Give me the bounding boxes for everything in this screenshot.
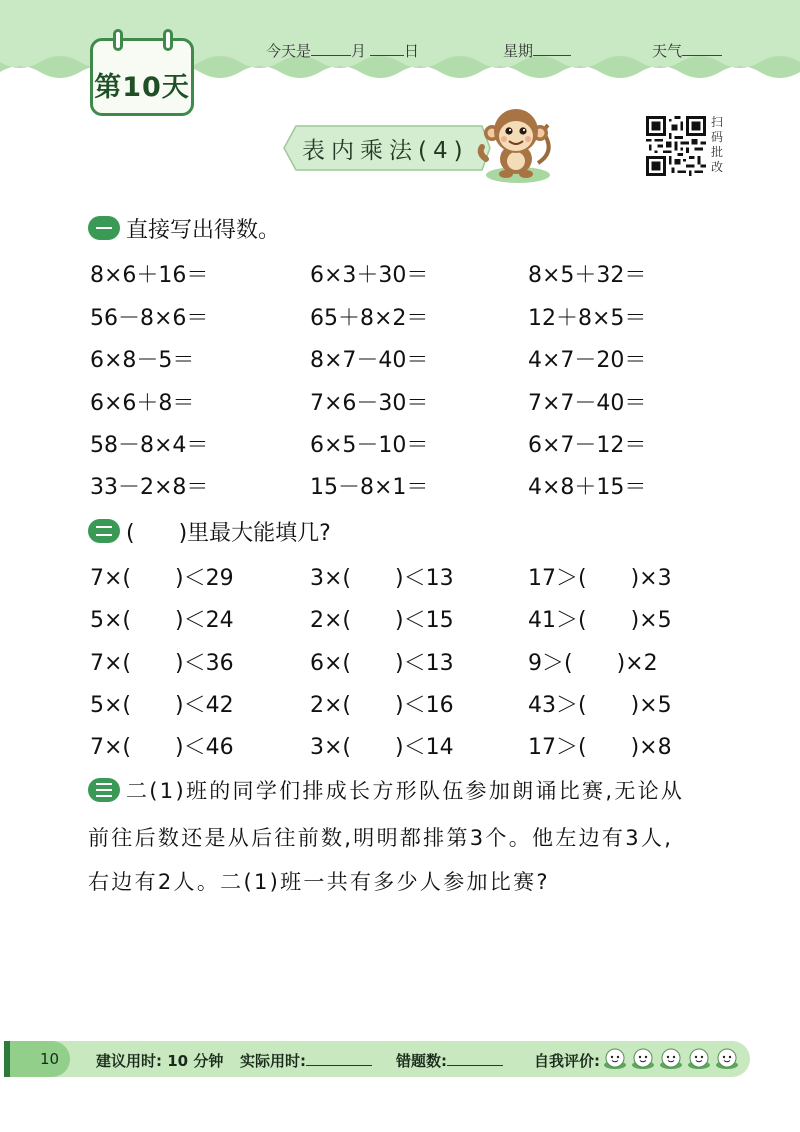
day-label: 第10天	[94, 72, 190, 103]
weather-field: 天气	[652, 40, 722, 61]
qr-label: 扫码批改	[710, 115, 723, 174]
exercise-item: 7×( )＜46	[90, 735, 234, 760]
exercise-item: 2×( )＜16	[310, 693, 454, 718]
exercise-item: 12＋8×5＝	[528, 306, 647, 331]
exercise-item: 6×8－5＝	[90, 348, 195, 373]
exercise-item: 58－8×4＝	[90, 433, 209, 458]
exercise-item: 9＞( )×2	[528, 651, 658, 676]
qr-code-icon[interactable]	[646, 116, 706, 176]
problem-line: 二(1)班的同学们排成长方形队伍参加朗诵比赛,无论从	[126, 779, 685, 803]
exercise-item: 8×6＋16＝	[90, 263, 209, 288]
exercise-item: 65＋8×2＝	[310, 306, 429, 331]
section-1-number	[88, 216, 120, 240]
actual-time-field: 实际用时:	[240, 1050, 372, 1071]
calendar-ring-icon	[163, 29, 173, 51]
exercise-item: 6×6＋8＝	[90, 391, 195, 416]
exercise-item: 43＞( )×5	[528, 693, 672, 718]
exercise-item: 5×( )＜24	[90, 608, 234, 633]
page-number-tab	[4, 1041, 70, 1077]
exercise-item: 7×( )＜36	[90, 651, 234, 676]
errors-field: 错题数:	[396, 1050, 503, 1071]
exercise-item: 7×7－40＝	[528, 391, 647, 416]
exercise-item: 8×7－40＝	[310, 348, 429, 373]
exercise-item: 5×( )＜42	[90, 693, 234, 718]
monkey-mascot-icon	[476, 103, 556, 185]
section-1-title: 直接写出得数。	[126, 218, 281, 243]
page-number: 10	[40, 1050, 60, 1068]
section-3-number	[88, 778, 120, 802]
section-2-title: ( )里最大能填几?	[126, 521, 331, 546]
problem-line: 前往后数还是从后往前数,明明都排第3个。他左边有3人,	[88, 826, 674, 850]
exercise-item: 3×( )＜14	[310, 735, 454, 760]
self-eval-label: 自我评价:	[534, 1052, 600, 1070]
exercise-item: 6×5－10＝	[310, 433, 429, 458]
rating-face-icon[interactable]	[603, 1046, 627, 1070]
problem-line: 右边有2人。二(1)班一共有多少人参加比赛?	[88, 870, 550, 894]
suggested-time: 建议用时: 10 分钟	[96, 1052, 224, 1070]
exercise-item: 6×3＋30＝	[310, 263, 429, 288]
rating-face-icon[interactable]	[631, 1046, 655, 1070]
rating-face-icon[interactable]	[715, 1046, 739, 1070]
exercise-item: 7×( )＜29	[90, 566, 234, 591]
page-title: 表内乘法(4)	[302, 138, 469, 164]
exercise-item: 2×( )＜15	[310, 608, 454, 633]
exercise-item: 3×( )＜13	[310, 566, 454, 591]
exercise-item: 41＞( )×5	[528, 608, 672, 633]
rating-face-icon[interactable]	[659, 1046, 683, 1070]
exercise-item: 17＞( )×8	[528, 735, 672, 760]
exercise-item: 56－8×6＝	[90, 306, 209, 331]
page-tab-edge	[4, 1041, 10, 1077]
exercise-item: 8×5＋32＝	[528, 263, 647, 288]
date-field: 今天是 月 日	[266, 42, 420, 60]
rating-face-icon[interactable]	[687, 1046, 711, 1070]
section-2-number	[88, 519, 120, 543]
calendar-ring-icon	[113, 29, 123, 51]
exercise-item: 7×6－30＝	[310, 391, 429, 416]
weekday-field: 星期	[503, 40, 571, 61]
exercise-item: 4×8＋15＝	[528, 475, 647, 500]
exercise-item: 33－2×8＝	[90, 475, 209, 500]
day-badge	[90, 38, 194, 116]
exercise-item: 6×( )＜13	[310, 651, 454, 676]
exercise-item: 15－8×1＝	[310, 475, 429, 500]
exercise-item: 17＞( )×3	[528, 566, 672, 591]
exercise-item: 4×7－20＝	[528, 348, 647, 373]
exercise-item: 6×7－12＝	[528, 433, 647, 458]
